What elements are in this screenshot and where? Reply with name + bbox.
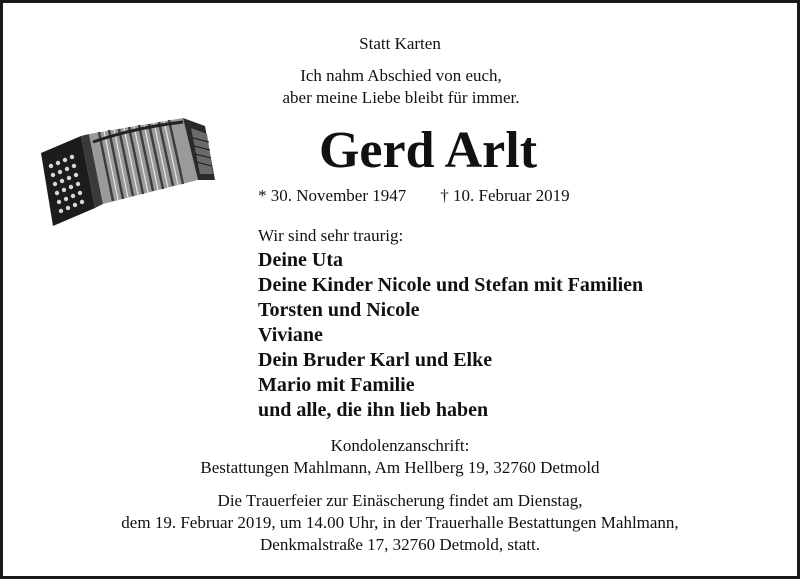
accordion-icon: [33, 108, 218, 228]
ceremony-info: [3, 490, 797, 556]
statt-karten-text: Statt Karten: [359, 34, 441, 53]
condolence-block: [3, 435, 797, 479]
quote-line-1: Ich nahm Abschied von euch,: [300, 66, 502, 85]
ceremony-line-2: dem 19. Februar 2019, um 14.00 Uhr, in der Trauerhalle Bestattungen Mahlmann,: [121, 513, 679, 532]
mourner-line: Viviane: [258, 324, 323, 346]
quote-line-2: aber meine Liebe bleibt für immer.: [282, 88, 520, 107]
mourner-line: Dein Bruder Karl und Elke: [258, 349, 493, 371]
condolence-address: Bestattungen Mahlmann, Am Hellberg 19, 32760 Detmold: [200, 458, 600, 477]
farewell-quote: [183, 65, 619, 109]
mourner-line: Mario mit Familie: [258, 374, 415, 396]
mourners-list: [258, 248, 643, 423]
ceremony-line-1: Die Trauerfeier zur Einäscherung findet am Dienstag,: [217, 491, 583, 510]
mourner-line: und alle, die ihn lieb haben: [258, 399, 489, 421]
death-date: † 10. Februar 2019: [440, 186, 570, 205]
birth-date: * 30. November 1947: [258, 186, 407, 205]
condolence-label: Kondolenzanschrift:: [330, 436, 470, 455]
life-dates: [258, 185, 570, 207]
deceased-name: Gerd Arlt: [318, 122, 538, 179]
mourners-intro: Wir sind sehr traurig:: [258, 226, 404, 245]
mourner-line: Torsten und Nicole: [258, 299, 420, 321]
mourner-line: Deine Uta: [258, 249, 343, 271]
mourner-line: Deine Kinder Nicole und Stefan mit Familien: [258, 274, 644, 296]
ceremony-line-3: Denkmalstraße 17, 32760 Detmold, statt.: [260, 535, 540, 554]
